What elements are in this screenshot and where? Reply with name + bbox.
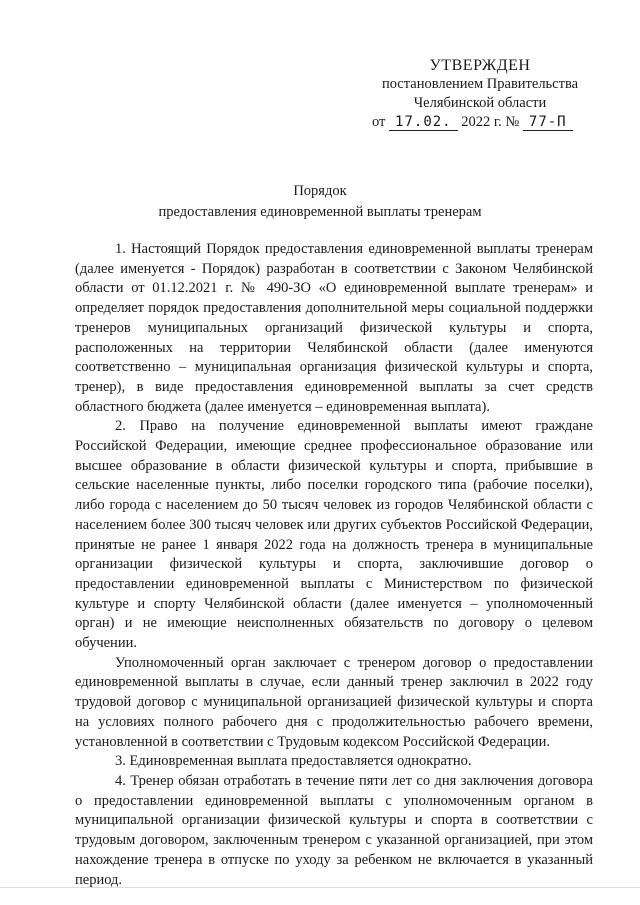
document-title: Порядок: [293, 183, 347, 199]
document-subtitle: предоставления единовременной выплаты тренерам: [158, 204, 482, 220]
handwritten-date: 17.02.: [389, 114, 458, 131]
approval-stamp-block: [360, 56, 600, 132]
page-bottom-divider: [0, 887, 640, 888]
year-number-text: 2022 г. №: [461, 114, 520, 130]
date-prefix: от: [372, 114, 386, 130]
approval-title: УТВЕРЖДЕН: [429, 57, 531, 74]
paragraph-1: 1. Настоящий Порядок предоставления единовременной выплаты тренерам (далее именуется - Порядок) разработан в соответствии с Законом Челябинской области от 01.12.2021 г. № 490-ЗО «О единовременной выплате тренерам» и определяет порядок предоставления дополнительной меры социальной поддержки тренеров муниципальных организаций физической культуры и спорта, расположенных на территории Челябинской области (далее именуются соответственно – муниципальная организация физической культуры и спорта, тренер), в виде предоставления единовременной выплаты за счет средств областного бюджета (далее именуется – единовременная выплата).: [75, 241, 593, 415]
approval-line-2: Челябинской области: [413, 95, 547, 111]
paragraph-2-continued: Уполномоченный орган заключает с тренером договор о предоставлении единовременной выплаты в случае, если данный тренер заключил в 2022 году трудовой договор с муниципальной организацией физической культуры и спорта на условиях полного рабочего дня с продолжительностью рабочего времени, установленной в соответствии с Трудовым кодексом Российской Федерации.: [75, 654, 593, 750]
document-body: [75, 240, 593, 890]
approval-line-1: постановлением Правительства: [381, 76, 579, 92]
paragraph-3: 3. Единовременная выплата предоставляется однократно.: [115, 753, 472, 770]
paragraph-4: 4. Тренер обязан отработать в течение пяти лет со дня заключения договора о предоставлении единовременной выплаты с уполномоченным органом в муниципальной организации физической культуры и спорта в соответствии с трудовым договором, заключенным тренером с указанной организацией, при этом нахождение тренера в отпуске по уходу за ребенком не включается в указанный период.: [75, 772, 593, 888]
handwritten-number: 77-П: [523, 114, 573, 131]
approval-date-line: [360, 113, 600, 132]
paragraph-2: 2. Право на получение единовременной выплаты имеют граждане Российской Федерации, имеющие среднее профессиональное образование или высшее образование в области физической культуры и спорта, прибывшие в сельские населенные пункты, либо поселки городского типа (рабочие поселки), либо города с населением до 50 тысяч человек из городов Челябинской области с населением более 300 тысяч человек или других субъектов Российской Федерации, принятые не ранее 1 января 2022 года на должность тренера в муниципальные организации физической культуры и спорта, заключившие договор о предоставлении единовременной выплаты с Министерством по физической культуре и спорту Челябинской области (далее именуется – уполномоченный орган) и не имеющие неисполненных обязательств по договору о целевом обучении.: [75, 418, 593, 652]
